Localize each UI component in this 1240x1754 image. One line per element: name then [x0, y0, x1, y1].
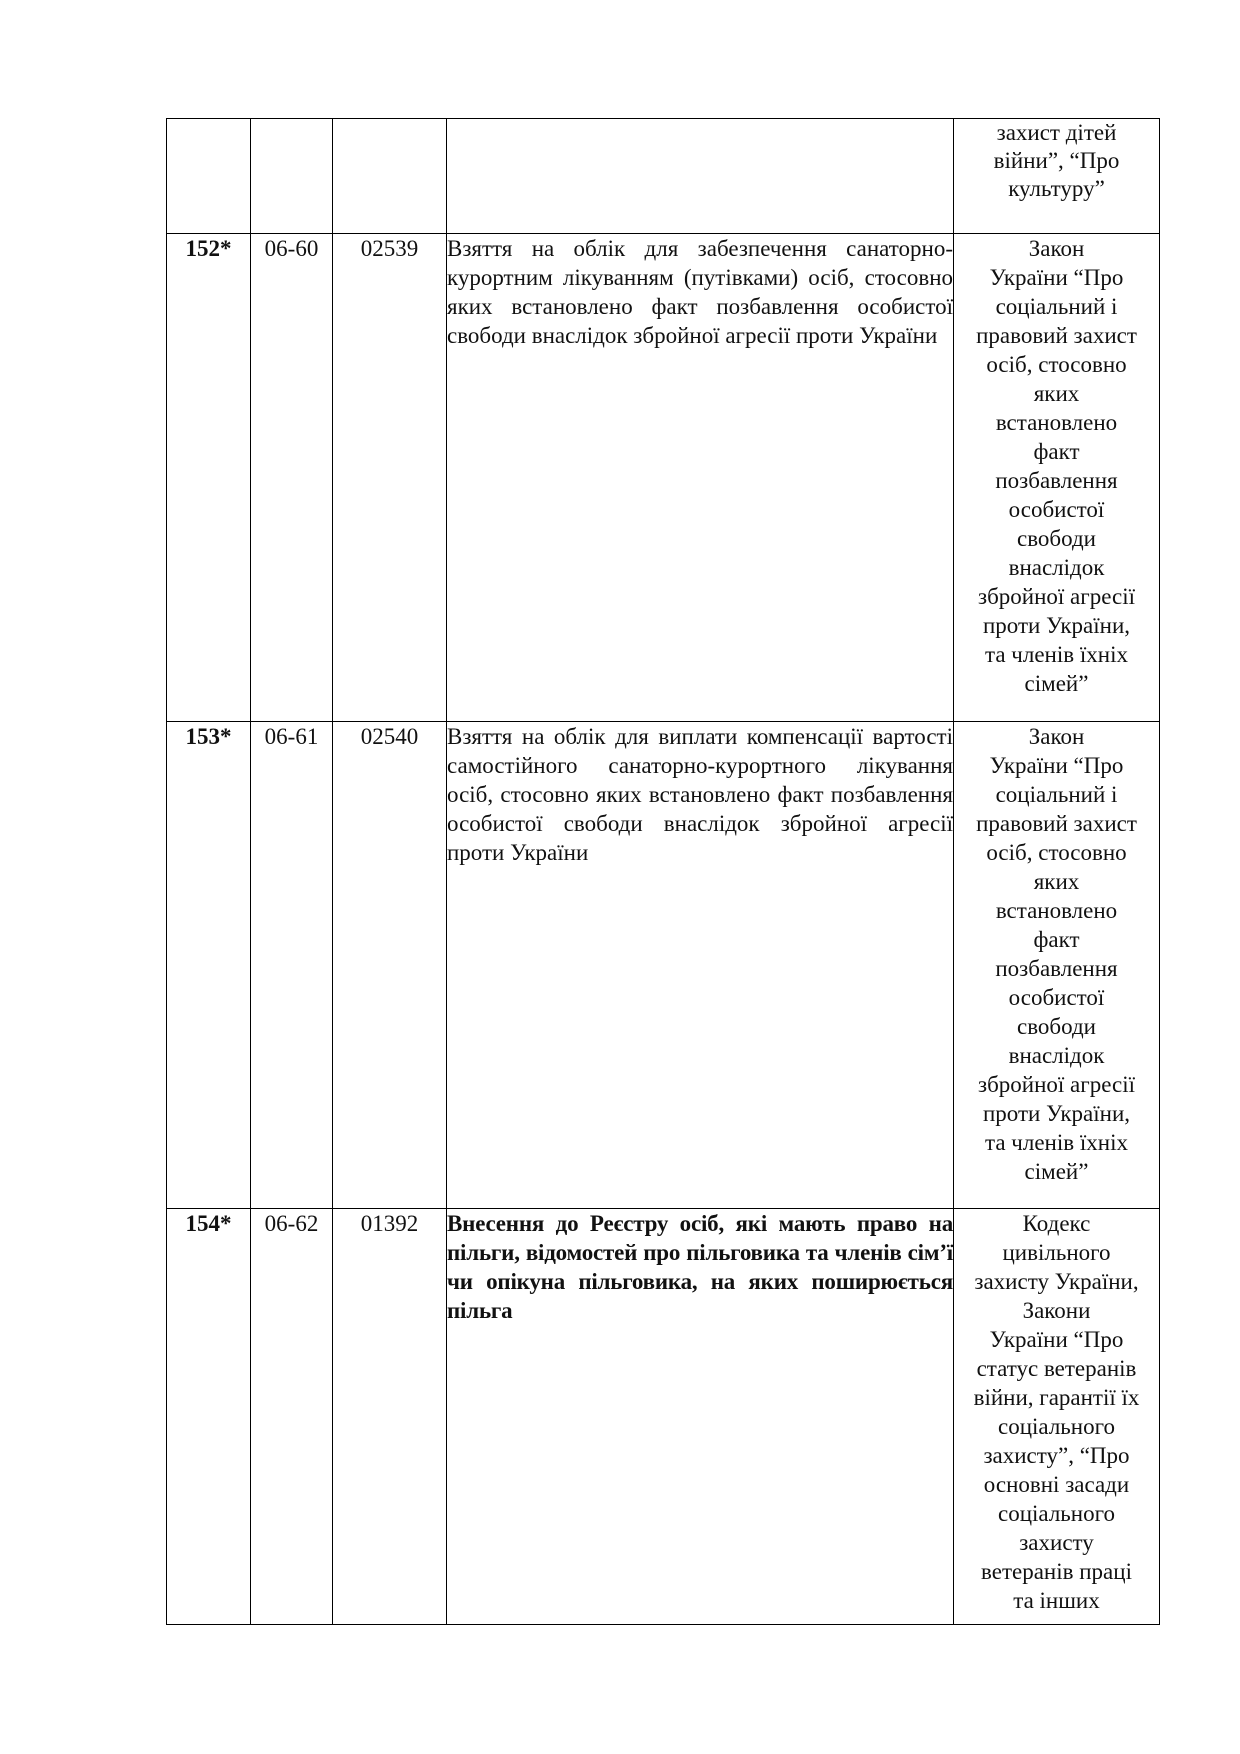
service-code-cell: [333, 119, 447, 234]
service-code: 02539: [360, 236, 419, 261]
legal-basis: Закон України “Про соціальний і правовий захист осіб, стосовно яких встановлено факт позбавлення особистої свободи внаслідок збройної агресії проти України, та членів їхніх сімей”: [976, 236, 1137, 696]
service-code: 02540: [360, 724, 419, 749]
row-number-cell: [167, 119, 251, 234]
legal-basis-cell: [954, 1209, 1160, 1625]
code-cell: [251, 722, 333, 1209]
legal-basis-cell: [954, 119, 1160, 234]
legal-basis-cell: [954, 234, 1160, 722]
row-number-cell: [167, 722, 251, 1209]
service-name: Взяття на облік для виплати компенсації вартості самостійного санаторно-курортного лікування осіб, стосовно яких встановлено факт позбавлення особистої свободи внаслідок збройної агресії проти України: [447, 724, 953, 865]
row-number: 152*: [185, 236, 232, 261]
service-name: Внесення до Реєстру осіб, які мають право на пільги, відомостей про пільговика та членів сім’ї чи опікуна пільговика, на яких поширюється пільга: [447, 1211, 953, 1323]
service-code-cell: [333, 1209, 447, 1625]
services-table: [166, 118, 1160, 1625]
row-number-cell: [167, 1209, 251, 1625]
legal-basis-cell: [954, 722, 1160, 1209]
table-row: [167, 722, 1160, 1209]
code-cell: [251, 234, 333, 722]
legal-basis: захист дітей війни”, “Про культуру”: [993, 120, 1120, 201]
row-code: 06-62: [264, 1211, 319, 1236]
row-number-cell: [167, 234, 251, 722]
row-number: 153*: [185, 724, 232, 749]
service-name-cell: [447, 119, 954, 234]
code-cell: [251, 119, 333, 234]
legal-basis: Закон України “Про соціальний і правовий захист осіб, стосовно яких встановлено факт позбавлення особистої свободи внаслідок збройної агресії проти України, та членів їхніх сімей”: [976, 724, 1137, 1184]
row-code: 06-60: [264, 236, 319, 261]
table-row: [167, 1209, 1160, 1625]
table-row: [167, 119, 1160, 234]
service-name: Взяття на облік для забезпечення санаторно-курортним лікуванням (путівками) осіб, стосовно яких встановлено факт позбавлення особистої свободи внаслідок збройної агресії проти України: [447, 236, 953, 348]
legal-basis: Кодекс цивільного захисту України, Закони України “Про статус ветеранів війни, гарантії їх соціального захисту”, “Про основні засади соціального захисту ветеранів праці та інших: [973, 1211, 1140, 1613]
service-code: 01392: [360, 1211, 419, 1236]
row-code: 06-61: [264, 724, 319, 749]
service-name-cell: [447, 722, 954, 1209]
service-code-cell: [333, 234, 447, 722]
table-row: [167, 234, 1160, 722]
code-cell: [251, 1209, 333, 1625]
row-number: 154*: [185, 1211, 232, 1236]
service-name-cell: [447, 234, 954, 722]
service-name-cell: [447, 1209, 954, 1625]
service-code-cell: [333, 722, 447, 1209]
